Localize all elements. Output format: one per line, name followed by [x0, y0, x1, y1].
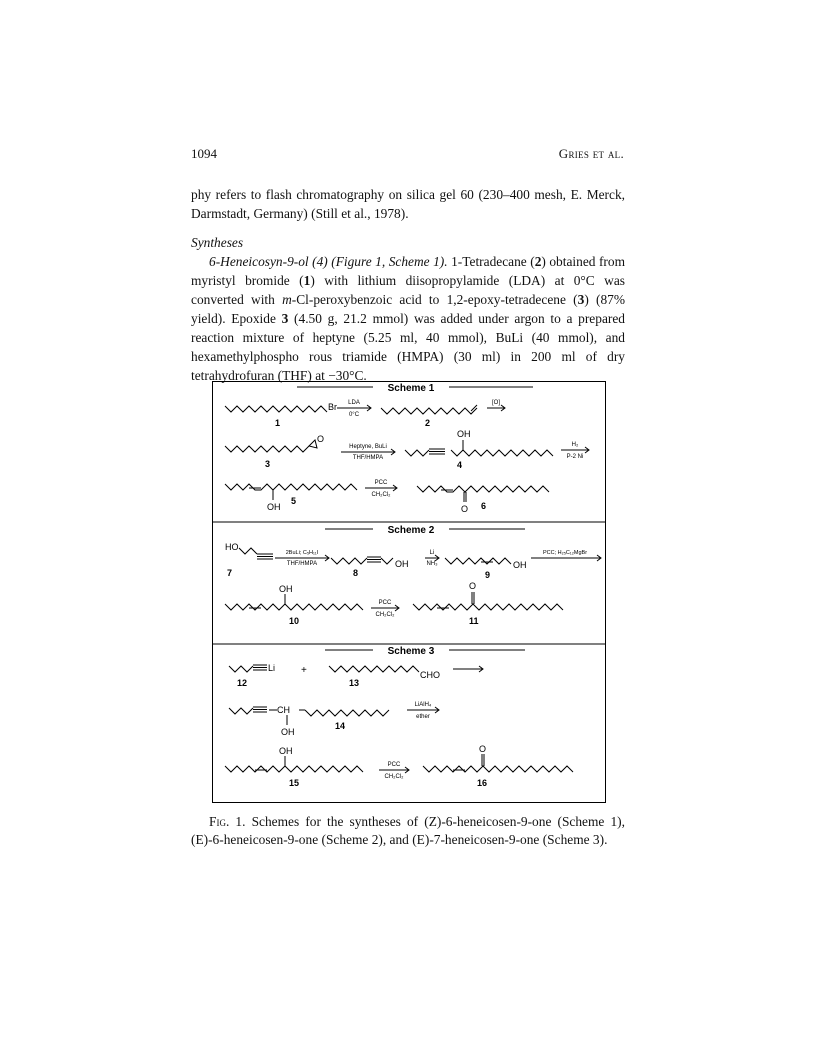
reagent-label: CH₂Cl₂ — [375, 612, 395, 618]
reagent-label: LiAlH₄ — [414, 702, 432, 708]
reagent-label: P-2 Ni — [566, 454, 584, 460]
atom-label: O — [469, 581, 477, 591]
compound-number: 10 — [289, 616, 300, 626]
compound-ref: 3 — [577, 292, 585, 307]
atom-label: OH — [279, 746, 293, 756]
atom-label: O — [461, 504, 469, 514]
compound-number: 14 — [335, 721, 346, 731]
page-number: 1094 — [191, 146, 217, 161]
compound-number: 9 — [485, 570, 491, 580]
reagent-label: CH₂Cl₂ — [384, 774, 404, 780]
running-head: Gries et al. — [558, 146, 624, 161]
text-part: ) obtained from myristyl bromide ( — [191, 254, 626, 288]
atom-label: OH — [279, 584, 293, 594]
compound-number: 7 — [227, 568, 233, 578]
caption-label: Fig. 1. — [209, 814, 246, 829]
reagent-label: NH₃ — [426, 561, 438, 567]
paragraph-subheading: 6-Heneicosyn-9-ol (4) (Figure 1, Scheme 1). — [209, 254, 448, 269]
atom-label: OH — [513, 560, 527, 570]
atom-label: CHO — [420, 670, 440, 680]
figure-caption — [191, 813, 625, 849]
compound-number: 11 — [469, 616, 479, 626]
reagent-label: 2BuLi; C₅H₁₁I — [285, 550, 319, 556]
atom-label: OH — [395, 559, 409, 569]
compound-ref: 3 — [281, 311, 289, 326]
reagent-label: CH₂Cl₂ — [371, 492, 391, 498]
text-part: 1-Tetradecane ( — [447, 254, 535, 269]
compound-number: 1 — [275, 418, 281, 428]
reagent-label: ether — [416, 714, 430, 720]
scheme-2-title: Scheme 2 — [387, 525, 435, 536]
text-part: -Cl-peroxybenzoic acid to 1,2-epoxy-tetradecene ( — [291, 292, 578, 307]
reagent-label: 0°C — [348, 412, 360, 418]
atom-label: HO — [225, 542, 239, 552]
compound-ref: 2 — [534, 254, 542, 269]
scheme-1-title: Scheme 1 — [387, 383, 435, 394]
reagent-label: PCC — [374, 480, 388, 486]
text-part-italic: m — [282, 292, 292, 307]
compound-number: 8 — [353, 568, 359, 578]
compound-number: 16 — [477, 778, 488, 788]
atom-label: CH — [277, 705, 290, 715]
reagent-label: PCC; H₂₅C₁₂MgBr — [542, 550, 588, 556]
reagent-label: THF/HMPA — [286, 561, 318, 567]
compound-number: 4 — [457, 460, 463, 470]
reagent-label: PCC — [378, 600, 392, 606]
scheme-3-title: Scheme 3 — [387, 646, 435, 657]
reagent-label: LDA — [348, 400, 360, 406]
section-heading: Syntheses — [191, 235, 244, 250]
atom-label: O — [479, 744, 487, 754]
caption-text: Schemes for the syntheses of (Z)-6-heneicosen-9-one (Scheme 1), (E)-6-heneicosen-9-one (Scheme 2), and (E)-7-heneicosen-9-one (Scheme 3). — [191, 814, 625, 847]
compound-number: 15 — [289, 778, 300, 788]
compound-ref: 1 — [303, 273, 311, 288]
reagent-label: Li — [429, 550, 435, 556]
reagent-label: Heptyne, BuLi — [349, 444, 387, 450]
reagent-label: H₂ — [571, 442, 579, 448]
intro-paragraph: phy refers to flash chromatography on silica gel 60 (230–400 mesh, E. Merck, Darmstadt, Germany) (Still et al., 1978). — [191, 187, 625, 221]
atom-label: Br — [328, 402, 337, 412]
reagent-label: THF/HMPA — [352, 455, 384, 461]
text-part: ) with lithium diisopropylamide (LDA) at 0°C was converted with — [191, 273, 625, 307]
figure-1-schemes — [212, 381, 606, 803]
atom-label: Li — [268, 663, 276, 673]
text-part: (4.50 g, 21.2 mmol) was added under argon to a prepared reaction mixture of heptyne (5.25 ml, 40 mmol), BuLi (40 mmol), and hexamethylphospho rous triamide (HMPA) (30 ml) in 200 ml of dry tetrahydrofuran (THF) at −30°C. — [191, 311, 625, 383]
atom-label: OH — [267, 502, 281, 512]
compound-number: 12 — [237, 678, 248, 688]
atom-label: O — [317, 434, 325, 444]
reagent-label: PCC — [387, 762, 401, 768]
atom-label: OH — [281, 727, 295, 737]
text-part: ) (87% yield). Epoxide — [191, 292, 626, 326]
compound-number: 5 — [291, 496, 297, 506]
compound-number: 6 — [481, 501, 487, 511]
synthesis-paragraph — [191, 252, 625, 385]
plus-sign: + — [301, 665, 307, 676]
compound-number: 2 — [425, 418, 431, 428]
compound-number: 13 — [349, 678, 360, 688]
reagent-label: [O] — [491, 400, 501, 406]
atom-label: OH — [457, 429, 471, 439]
compound-number: 3 — [265, 459, 271, 469]
